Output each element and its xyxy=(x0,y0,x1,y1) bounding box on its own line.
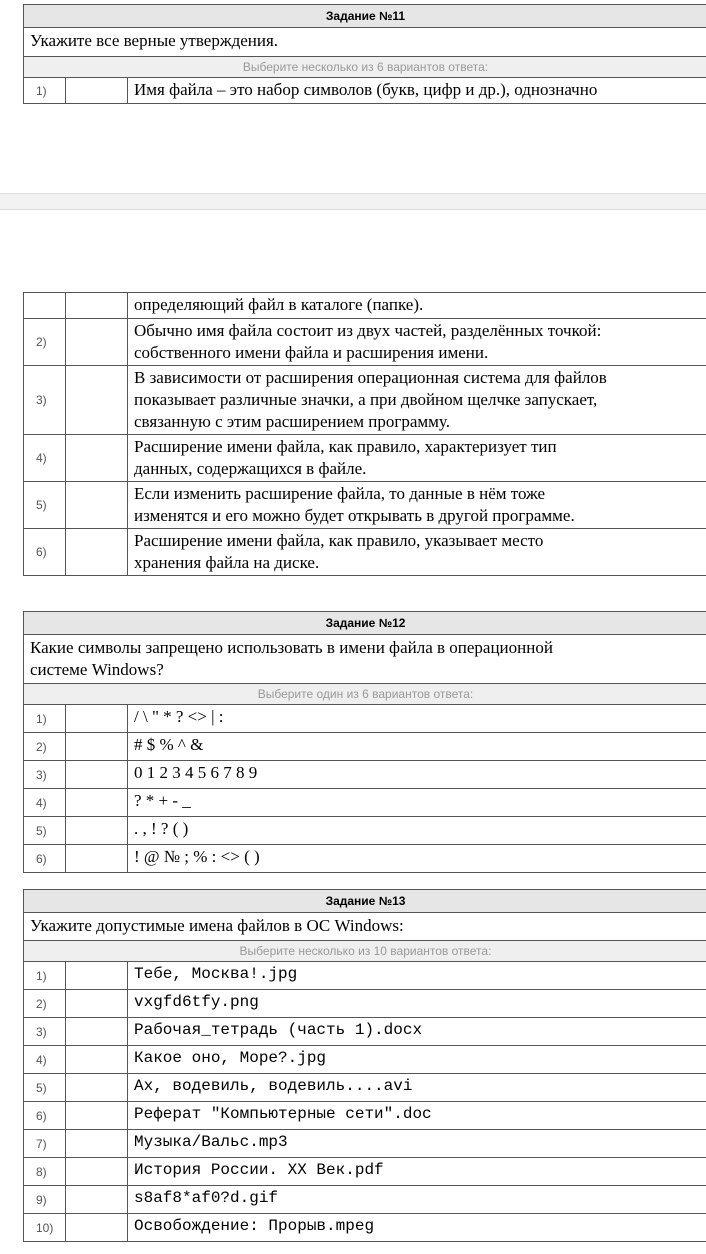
option-checkbox-cell[interactable] xyxy=(66,962,128,989)
option-text: s8af8*af0?d.gif xyxy=(134,1189,279,1207)
option-radio-cell[interactable] xyxy=(66,705,128,732)
task13-question: Укажите допустимые имена файлов в ОС Windows: xyxy=(24,913,706,941)
option-number: 7) xyxy=(24,1130,66,1157)
option-number: 6) xyxy=(24,845,66,872)
answer-row[interactable] xyxy=(24,1214,706,1242)
task11-title: Задание №11 xyxy=(24,5,706,28)
option-checkbox-cell xyxy=(66,293,128,318)
option-checkbox-cell[interactable] xyxy=(66,366,128,434)
answer-row[interactable] xyxy=(24,1158,706,1186)
option-radio-cell[interactable] xyxy=(66,845,128,872)
option-number: 2) xyxy=(24,990,66,1017)
answer-row[interactable] xyxy=(24,319,706,366)
task13-block xyxy=(23,889,706,1242)
page-break xyxy=(0,193,706,210)
option-checkbox-cell[interactable] xyxy=(66,1214,128,1241)
option-number: 2) xyxy=(24,733,66,760)
option-text: Ах, водевиль, водевиль....avi xyxy=(134,1077,413,1095)
answer-row[interactable] xyxy=(24,705,706,733)
option-text: Освобождение: Прорыв.mpeg xyxy=(134,1217,375,1235)
answer-row-continued xyxy=(24,293,706,319)
option-checkbox-cell[interactable] xyxy=(66,990,128,1017)
answer-row[interactable] xyxy=(24,1018,706,1046)
option-checkbox-cell[interactable] xyxy=(66,529,128,575)
answer-row[interactable] xyxy=(24,1074,706,1102)
answer-row[interactable] xyxy=(24,845,706,873)
option-text: История России. XX Век.pdf xyxy=(134,1161,384,1179)
option-number: 10) xyxy=(24,1214,66,1241)
option-number: 5) xyxy=(24,482,66,528)
option-text: ? * + - _ xyxy=(134,791,191,810)
answer-row[interactable] xyxy=(24,817,706,845)
option-text: Обычно имя файла состоит из двух частей, разделённых точкой: собственного имени файла и расширения имени. xyxy=(134,321,602,362)
option-checkbox-cell[interactable] xyxy=(66,319,128,365)
task12-question: Какие символы запрещено использовать в имени файла в операционной системе Windows? xyxy=(24,635,706,684)
option-checkbox-cell[interactable] xyxy=(66,1130,128,1157)
option-text: / \ " * ? <> | : xyxy=(134,707,224,726)
option-text: vxgfd6tfy.png xyxy=(134,993,259,1011)
option-text: Музыка/Вальс.mp3 xyxy=(134,1133,288,1151)
answer-row[interactable] xyxy=(24,366,706,435)
answer-row[interactable] xyxy=(24,1046,706,1074)
option-number: 3) xyxy=(24,761,66,788)
option-text: . , ! ? ( ) xyxy=(134,819,189,838)
option-number: 3) xyxy=(24,366,66,434)
option-radio-cell[interactable] xyxy=(66,789,128,816)
option-number-empty xyxy=(24,293,66,318)
option-checkbox-cell[interactable] xyxy=(66,1102,128,1129)
task13-instruction: Выберите несколько из 10 вариантов ответа: xyxy=(24,941,706,962)
option-number: 1) xyxy=(24,962,66,989)
option-number: 3) xyxy=(24,1018,66,1045)
answer-row[interactable] xyxy=(24,990,706,1018)
answer-row[interactable] xyxy=(24,1102,706,1130)
option-text: Какое оно, Море?.jpg xyxy=(134,1049,327,1067)
option-text: Если изменить расширение файла, то данные в нём тоже изменятся и его можно будет открывать в другой программе. xyxy=(134,484,575,525)
option-number: 1) xyxy=(24,78,66,103)
option-text: ! @ № ; % : <> ( ) xyxy=(134,847,260,866)
task12-title: Задание №12 xyxy=(24,612,706,635)
option-number: 1) xyxy=(24,705,66,732)
task11-instruction: Выберите несколько из 6 вариантов ответа: xyxy=(24,57,706,78)
option-number: 6) xyxy=(24,1102,66,1129)
option-number: 9) xyxy=(24,1186,66,1213)
option-text: определяющий файл в каталоге (папке). xyxy=(134,295,424,314)
option-number: 4) xyxy=(24,789,66,816)
option-radio-cell[interactable] xyxy=(66,761,128,788)
option-text: 0 1 2 3 4 5 6 7 8 9 xyxy=(134,763,258,782)
task12-instruction: Выберите один из 6 вариантов ответа: xyxy=(24,684,706,705)
task11-block xyxy=(23,4,706,104)
answer-row[interactable] xyxy=(24,761,706,789)
option-radio-cell[interactable] xyxy=(66,817,128,844)
answer-row[interactable] xyxy=(24,78,706,104)
option-number: 5) xyxy=(24,1074,66,1101)
option-text: В зависимости от расширения операционная система для файлов показывает различные значки, а при двойном щелчке запускает, связанную с этим расширением программу. xyxy=(134,368,607,431)
option-text: Расширение имени файла, как правило, указывает место хранения файла на диске. xyxy=(134,531,544,572)
option-checkbox-cell[interactable] xyxy=(66,1046,128,1073)
option-text: Имя файла – это набор символов (букв, цифр и др.), однозначно xyxy=(134,80,598,99)
option-checkbox-cell[interactable] xyxy=(66,1186,128,1213)
option-radio-cell[interactable] xyxy=(66,733,128,760)
option-checkbox-cell[interactable] xyxy=(66,482,128,528)
option-checkbox-cell[interactable] xyxy=(66,1158,128,1185)
option-text: Рабочая_тетрадь (часть 1).docx xyxy=(134,1021,423,1039)
option-number: 5) xyxy=(24,817,66,844)
option-text: # $ % ^ & xyxy=(134,735,204,754)
task11-question: Укажите все верные утверждения. xyxy=(24,28,706,57)
option-text: Реферат "Компьютерные сети".doc xyxy=(134,1105,432,1123)
answer-row[interactable] xyxy=(24,529,706,576)
answer-row[interactable] xyxy=(24,482,706,529)
answer-row[interactable] xyxy=(24,1186,706,1214)
option-number: 8) xyxy=(24,1158,66,1185)
option-number: 4) xyxy=(24,435,66,481)
option-number: 2) xyxy=(24,319,66,365)
answer-row[interactable] xyxy=(24,435,706,482)
task12-block xyxy=(23,611,706,873)
option-number: 4) xyxy=(24,1046,66,1073)
task11-continuation xyxy=(23,292,706,576)
option-checkbox-cell[interactable] xyxy=(66,78,128,103)
answer-row[interactable] xyxy=(24,789,706,817)
option-checkbox-cell[interactable] xyxy=(66,1018,128,1045)
option-text: Расширение имени файла, как правило, характеризует тип данных, содержащихся в файле. xyxy=(134,437,557,478)
option-text: Тебе, Москва!.jpg xyxy=(134,965,298,983)
option-number: 6) xyxy=(24,529,66,575)
option-checkbox-cell[interactable] xyxy=(66,435,128,481)
answer-row[interactable] xyxy=(24,1130,706,1158)
answer-row[interactable] xyxy=(24,962,706,990)
option-checkbox-cell[interactable] xyxy=(66,1074,128,1101)
answer-row[interactable] xyxy=(24,733,706,761)
task13-title: Задание №13 xyxy=(24,890,706,913)
